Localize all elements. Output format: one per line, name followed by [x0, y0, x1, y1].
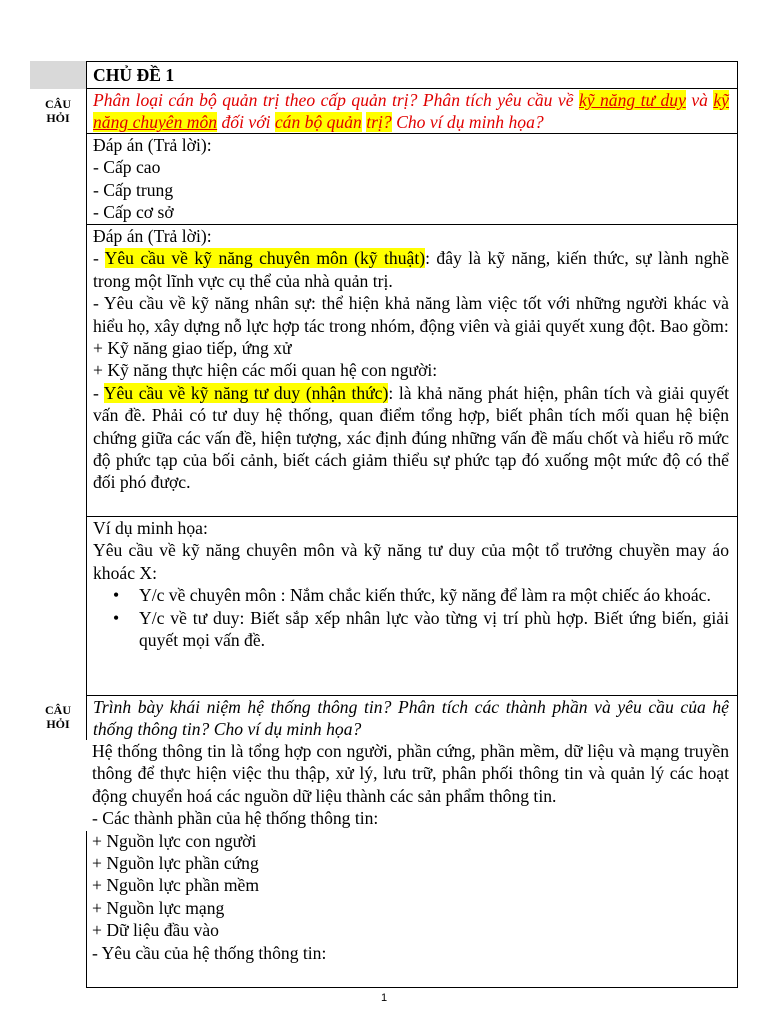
answer-3-component: + Nguồn lực con người: [92, 830, 257, 851]
answer-1-item: - Cấp trung: [93, 179, 174, 200]
answer-3-cell: [86, 740, 738, 988]
question-2-row: [30, 695, 738, 740]
answer-1-row: [30, 134, 738, 225]
example-cell: [86, 517, 738, 695]
answer-3-row: [30, 740, 738, 988]
answer-3-definition: Hệ thống thông tin là tổng hợp con người, phần cứng, phần mềm, dữ liệu và mạng truyền thông để thực hiện việc thu thập, xử lý, lưu trữ, phân phối thông tin và quản lý các hoạt động chuyển hoá các nguồn dữ liệu thành các sản phẩm thông tin.: [92, 741, 729, 806]
answer-1-heading: Đáp án (Trả lời):: [93, 135, 212, 155]
topic-title: CHỦ ĐỀ 1: [93, 65, 175, 85]
example-row: [30, 517, 738, 695]
example-bullet: • Y/c về tư duy: Biết sắp xếp nhân lực vào từng vị trí phù hợp. Biết ứng biến, giải quyết mọi vấn đề.: [113, 607, 729, 651]
answer-3-components-heading: - Các thành phần của hệ thống thông tin:: [92, 808, 379, 829]
topic-title-cell: [86, 61, 738, 89]
answer-2-subitem: + Kỹ năng thực hiện các mối quan hệ con người:: [93, 360, 438, 381]
example-intro: Yêu cầu về kỹ năng chuyên môn và kỹ năng tư duy của một tổ trưởng chuyền may áo khoác X:: [93, 540, 729, 583]
answer-3-component: + Nguồn lực mạng: [92, 897, 225, 918]
highlight-ky-nang-chuyen-mon: kỹ năng chuyên môn: [93, 90, 729, 133]
answer-1-item: - Cấp cao: [93, 157, 161, 178]
answer-2-subitem: + Kỹ năng giao tiếp, ứng xử: [93, 338, 292, 359]
answer-3-component: + Nguồn lực phần cứng: [92, 853, 259, 874]
question-2-text: Trình bày khái niệm hệ thống thông tin? Phân tích các thành phần và yêu cầu của hệ thống thông tin? Cho ví dụ minh họa?: [86, 695, 738, 740]
highlight-technical-skill: Yêu cầu về kỹ năng chuyên môn (kỹ thuật): [104, 248, 426, 269]
topic-header-row: [30, 61, 738, 89]
answer-2-skill-human: - Yêu cầu về kỹ năng nhân sự: thể hiện khả năng làm việc tốt với những người khác và hiểu họ, xây dựng nỗ lực hợp tác trong nhóm, động viên và giải quyết xung đột. Bao gồm:: [93, 293, 729, 336]
example-bullet: • Y/c về chuyên môn : Nắm chắc kiến thức, kỹ năng để làm ra một chiếc áo khoác.: [113, 585, 711, 606]
highlight-can-bo-quan: cán bộ quản: [274, 112, 362, 133]
bullet-icon: •: [113, 585, 120, 606]
question-1-text: Phân loại cán bộ quản trị theo cấp quản trị? Phân tích yêu cầu về kỹ năng tư duy và kỹ năng chuyên môn đối với cán bộ quản trị? Cho ví dụ minh họa?: [86, 89, 738, 134]
page-number: 1: [380, 992, 388, 1004]
highlight-conceptual-skill: Yêu cầu về kỹ năng tư duy (nhận thức): [103, 382, 389, 403]
answer-2-heading: Đáp án (Trả lời):: [93, 226, 212, 246]
question-1-label: CÂU HỎI: [45, 97, 71, 125]
highlight-ky-nang-tu-duy: kỹ năng tư duy: [578, 90, 686, 110]
answer-1-item: - Cấp cơ sở: [93, 202, 174, 223]
answer-2-row: [30, 225, 738, 517]
bullet-icon: •: [113, 607, 120, 628]
highlight-tri: trị?: [366, 112, 392, 133]
answer-3-component: + Nguồn lực phần mềm: [92, 875, 260, 896]
question-2-label: CÂU HỎI: [45, 703, 71, 731]
answer-2-skill-technical: - Yêu cầu về kỹ năng chuyên môn (kỹ thuật): đây là kỹ năng, kiến thức, sự lành nghề trong một lĩnh vực cụ thể của nhà quản trị.: [93, 248, 730, 291]
answer-2-skill-conceptual: - Yêu cầu về kỹ năng tư duy (nhận thức): là khả năng phát hiện, phân tích và giải quyết vấn đề. Phải có tư duy hệ thống, quan điểm tổng hợp, biết phân tích mối quan hệ biện chứng giữa các vấn đề, hiện tượng, xác định đúng những vấn đề mấu chốt và hiểu rõ mức độ phức tạp của bối cảnh, biết cách giảm thiểu sự phức tạp đó xuống một mức độ có thể đối phó được.: [93, 382, 730, 493]
example-heading: Ví dụ minh họa:: [93, 518, 208, 538]
answer-3-left-border: [86, 831, 87, 988]
answer-3-component: + Dữ liệu đầu vào: [92, 920, 219, 941]
answer-1-cell: [86, 134, 738, 225]
answer-3-requirements-heading: - Yêu cầu của hệ thống thông tin:: [92, 942, 327, 963]
question-1-row: [30, 89, 738, 134]
answer-2-cell: [86, 225, 738, 517]
